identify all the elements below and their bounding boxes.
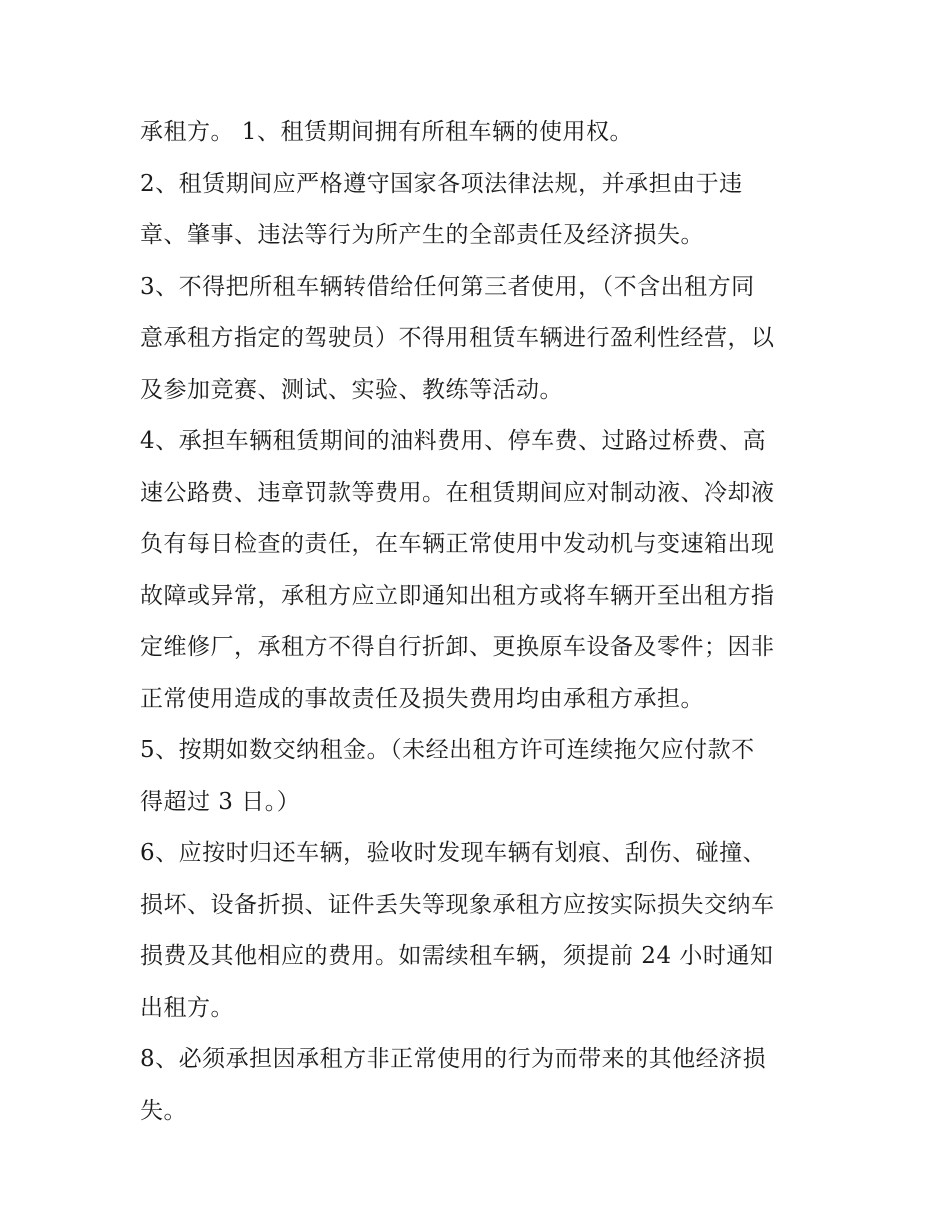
text-line: 章、肇事、违法等行为所产生的全部责任及经济损失。: [140, 222, 704, 248]
text-line: 速公路费、违章罚款等费用。在租赁期间应对制动液、冷却液: [140, 479, 775, 506]
document-body: [140, 107, 820, 1137]
text-line: 4、承担车辆租赁期间的油料费用、停车费、过路过桥费、高: [140, 428, 767, 454]
text-line: 得超过 3 日。）: [140, 788, 301, 815]
text-line: 2、租赁期间应严格遵守国家各项法律法规，并承担由于违: [140, 170, 743, 197]
text-line: 承租方。 1、租赁期间拥有所租车辆的使用权。: [140, 119, 633, 145]
text-line: 故障或异常，承租方应立即通知出租方或将车辆开至出租方指: [140, 582, 775, 609]
text-line: 损坏、设备折损、证件丢失等现象承租方应按实际损失交纳车: [140, 891, 775, 918]
text-line: 意承租方指定的驾驶员）不得用租赁车辆进行盈利性经营，以: [140, 325, 775, 351]
text-line: 及参加竞赛、测试、实验、教练等活动。: [140, 376, 563, 403]
text-line: 失。: [140, 1097, 187, 1124]
text-line: 负有每日检查的责任，在车辆正常使用中发动机与变速箱出现: [140, 531, 775, 557]
text-line: 5、按期如数交纳租金。（未经出租方许可连续拖欠应付款不: [140, 737, 755, 763]
text-line: 出租方。: [140, 994, 234, 1021]
text-line: 损费及其他相应的费用。如需续租车辆，须提前 24 小时通知: [140, 943, 774, 969]
text-line: 正常使用造成的事故责任及损失费用均由承租方承担。: [140, 685, 704, 712]
text-line: 6、应按时归还车辆，验收时发现车辆有划痕、刮伤、碰撞、: [140, 840, 767, 866]
text-line: 定维修厂，承租方不得自行折卸、更换原车设备及零件；因非: [140, 634, 775, 660]
text-line: 3、不得把所租车辆转借给任何第三者使用，（不含出租方同: [140, 273, 755, 300]
text-line: 8、必须承担因承租方非正常使用的行为而带来的其他经济损: [140, 1046, 767, 1072]
